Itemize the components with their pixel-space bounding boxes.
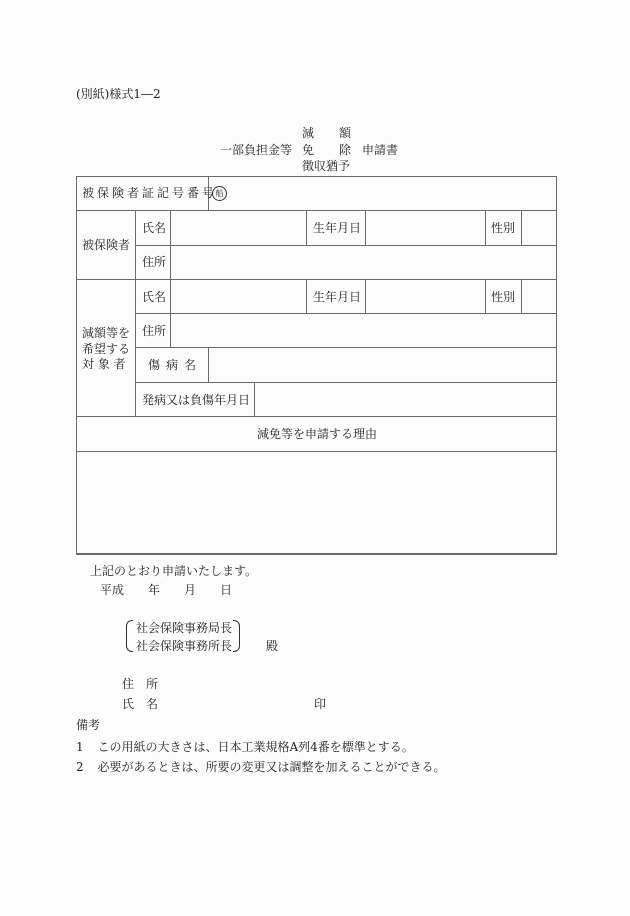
addressee-bureau: 社会保険事務局長: [136, 621, 233, 635]
left-bracket-icon: [126, 620, 133, 652]
rule: [485, 210, 486, 245]
target-section-label-line3: 対 象 者: [82, 357, 126, 371]
target-dob-field[interactable]: [366, 280, 485, 313]
insured-number-field[interactable]: [230, 177, 556, 210]
insured-name-label: 氏名: [142, 221, 167, 235]
honorific: 殿: [266, 639, 279, 653]
insured-dob-field[interactable]: [366, 211, 485, 245]
title-prefix: 一部負担金等: [220, 143, 293, 157]
title-option-menjo-2: 除: [339, 143, 352, 157]
ship-badge-icon: 船: [212, 186, 227, 201]
rule: [485, 279, 486, 313]
target-name-label: 氏名: [142, 290, 167, 304]
rule: [76, 416, 557, 417]
rule: [306, 210, 307, 245]
table-border-right: [556, 176, 557, 554]
reason-field[interactable]: [77, 452, 556, 553]
onset-date-field[interactable]: [255, 383, 556, 416]
reason-label: 減免等を申請する理由: [257, 427, 378, 441]
table-border-bottom: [76, 553, 557, 555]
note-item: [76, 738, 414, 755]
applicant-address-label: 住 所: [122, 677, 159, 691]
applicant-name-field[interactable]: [170, 692, 310, 710]
note-text: 必要があるときは、所要の変更又は調整を加えることができる。: [97, 760, 446, 774]
disease-name-label: 傷病名: [148, 358, 203, 372]
form-id: (別紙)様式1―2: [76, 87, 161, 101]
right-bracket-icon: [233, 620, 240, 652]
title-option-genko-1: 減: [302, 126, 315, 140]
target-address-field[interactable]: [171, 314, 556, 347]
insured-sex-label: 性別: [491, 221, 516, 235]
insured-address-field[interactable]: [171, 246, 556, 279]
onset-date-label: 発病又は負傷年月日: [142, 393, 251, 407]
title-option-menjo-1: 免: [302, 143, 315, 157]
title-suffix: 申請書: [362, 143, 399, 157]
insured-name-field[interactable]: [171, 211, 306, 245]
disease-name-field[interactable]: [209, 348, 556, 382]
target-dob-label: 生年月日: [313, 290, 362, 304]
date-day: 日: [220, 583, 233, 597]
addressee-office: 社会保険事務所長: [136, 639, 233, 653]
note-number: 2: [76, 760, 84, 774]
date-era: 平成: [100, 583, 125, 597]
target-sex-label: 性別: [491, 290, 516, 304]
date-year: 年: [148, 583, 161, 597]
target-sex-field[interactable]: [522, 280, 556, 313]
target-name-field[interactable]: [171, 280, 306, 313]
title-option-genko-2: 額: [339, 126, 352, 140]
application-statement: 上記のとおり申請いたします。: [90, 564, 258, 578]
applicant-address-field[interactable]: [170, 672, 470, 690]
target-address-label: 住所: [142, 324, 167, 338]
insured-number-label: 被保険者証記号番号: [82, 186, 218, 200]
note-item: [76, 758, 445, 775]
insured-address-label: 住所: [142, 255, 167, 269]
date-month: 月: [184, 583, 197, 597]
seal-label: 印: [314, 697, 327, 711]
target-section-label-line1: 減額等を: [82, 326, 131, 340]
rule: [135, 210, 136, 416]
insured-section-label: 被保険者: [82, 238, 131, 252]
applicant-name-label: 氏 名: [122, 697, 159, 711]
notes-title: 備考: [76, 718, 101, 732]
rule: [306, 279, 307, 313]
target-section-label-line2: 希望する: [82, 342, 131, 356]
insured-dob-label: 生年月日: [313, 221, 362, 235]
title-option-yuyo: 徴収猶予: [302, 159, 351, 173]
note-text: この用紙の大きさは、日本工業規格A列4番を標準とする。: [97, 740, 414, 754]
note-number: 1: [76, 740, 84, 754]
insured-sex-field[interactable]: [522, 211, 556, 245]
